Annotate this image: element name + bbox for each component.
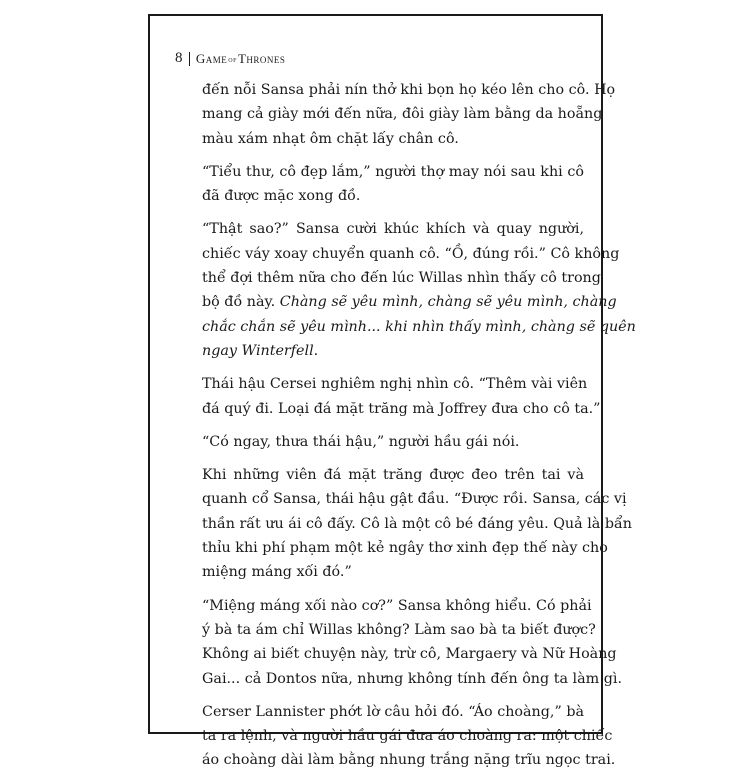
text-line xyxy=(202,127,584,151)
book-title-part2: of xyxy=(228,54,237,64)
text-segment: thỉu khi phí phạm một kẻ ngây thơ xinh đẹp thế này cho xyxy=(202,540,608,557)
text-line xyxy=(202,372,588,396)
text-line xyxy=(202,667,622,691)
text-segment: chiếc váy xoay chuyển quanh cô. “Ồ, đúng rồi.” Cô không xyxy=(202,245,620,262)
text-line xyxy=(202,315,636,339)
text-segment: bộ đồ này. xyxy=(202,294,280,311)
text-line xyxy=(202,700,584,724)
text-segment: . xyxy=(313,342,319,359)
text-segment: Gai... cả Dontos nữa, nhưng không tính đến ông ta làm gì. xyxy=(202,670,622,687)
text-line xyxy=(202,642,617,666)
text-line xyxy=(202,560,584,584)
text-segment: “Thật sao?” Sansa cười khúc khích và quay người, xyxy=(202,221,584,238)
italic-text: chắc chắn sẽ yêu mình... khi nhìn thấy mình, chàng sẽ quên xyxy=(202,318,636,335)
text-line xyxy=(202,266,601,290)
text-segment: áo choàng dài làm bằng nhung trắng nặng trĩu ngọc trai. xyxy=(202,752,616,769)
text-line xyxy=(202,290,617,314)
text-line xyxy=(202,339,584,363)
paragraph xyxy=(202,372,601,421)
text-line xyxy=(202,184,584,208)
text-segment: Khi những viên đá mặt trăng được đeo trên tai và xyxy=(202,467,584,484)
text-line xyxy=(202,724,613,748)
paragraph xyxy=(202,160,584,209)
text-segment: đá quý đi. Loại đá mặt trăng mà Joffrey đưa cho cô ta.” xyxy=(202,400,601,417)
text-line xyxy=(202,594,592,618)
text-segment: thần rất ưu ái cô đấy. Cô là một cô bé đáng yêu. Quả là bẩn xyxy=(202,515,632,532)
text-segment: Không ai biết chuyện này, trừ cô, Margaery và Nữ Hoàng xyxy=(202,646,617,663)
paragraph xyxy=(202,700,616,773)
paragraph xyxy=(202,430,584,454)
paragraph xyxy=(202,463,632,584)
text-line xyxy=(202,217,584,241)
text-segment: miệng máng xối đó.” xyxy=(202,564,352,581)
text-line xyxy=(202,512,632,536)
text-segment: “Có ngay, thưa thái hậu,” người hầu gái nói. xyxy=(202,433,520,450)
text-line xyxy=(202,78,616,102)
text-segment: Thái hậu Cersei nghiêm nghị nhìn cô. “Thêm vài viên xyxy=(202,376,588,393)
text-segment: đã được mặc xong đồ. xyxy=(202,188,361,205)
text-segment: Cerser Lannister phớt lờ câu hỏi đó. “Áo choàng,” bà xyxy=(202,703,584,720)
text-segment: mang cả giày mới đến nữa, đôi giày làm bằng da hoẵng xyxy=(202,106,603,123)
paragraph xyxy=(202,217,636,363)
text-line xyxy=(202,160,584,184)
text-segment: ta ra lệnh, và người hầu gái đưa áo choàng ra: một chiếc xyxy=(202,728,613,745)
text-segment: quanh cổ Sansa, thái hậu gật đầu. “Được rồi. Sansa, các vị xyxy=(202,491,627,508)
book-title-part1: Game xyxy=(195,50,228,66)
text-line xyxy=(202,487,627,511)
text-line xyxy=(202,536,608,560)
book-title xyxy=(196,51,286,67)
text-line xyxy=(202,618,596,642)
text-line xyxy=(202,242,620,266)
text-line xyxy=(202,102,603,126)
text-segment: “Miệng máng xối nào cơ?” Sansa không hiểu. Có phải xyxy=(202,597,592,614)
page-number: 8 xyxy=(175,50,183,66)
header-divider xyxy=(189,52,190,66)
text-line xyxy=(202,397,601,421)
book-page xyxy=(148,14,636,769)
italic-text: Chàng sẽ yêu mình, chàng sẽ yêu mình, chàng xyxy=(279,294,617,311)
text-line xyxy=(202,748,616,772)
paragraph xyxy=(202,594,622,691)
text-body xyxy=(202,78,636,782)
text-segment: ý bà ta ám chỉ Willas không? Làm sao bà ta biết được? xyxy=(202,621,596,638)
text-line xyxy=(202,430,584,454)
book-title-part3: Thrones xyxy=(237,50,286,66)
text-segment: “Tiểu thư, cô đẹp lắm,” người thợ may nói sau khi cô xyxy=(202,163,584,180)
text-line xyxy=(202,463,584,487)
running-head xyxy=(175,50,285,67)
paragraph xyxy=(202,78,616,151)
text-segment: đến nỗi Sansa phải nín thở khi bọn họ kéo lên cho cô. Họ xyxy=(202,82,616,98)
text-segment: thể đợi thêm nữa cho đến lúc Willas nhìn thấy cô trong xyxy=(202,270,601,287)
text-segment: màu xám nhạt ôm chặt lấy chân cô. xyxy=(202,130,459,147)
italic-text: ngay Winterfell xyxy=(202,342,314,359)
